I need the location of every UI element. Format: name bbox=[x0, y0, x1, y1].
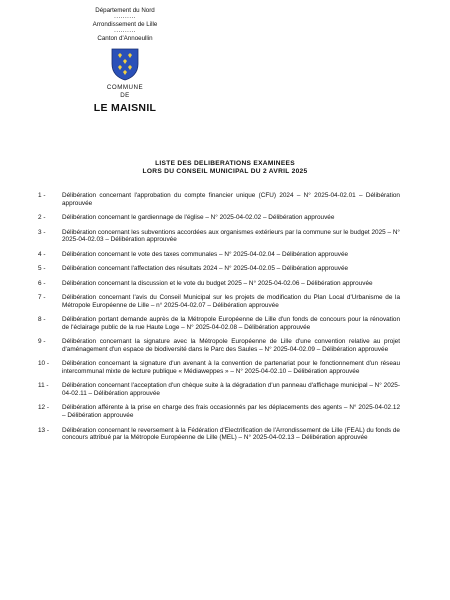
canton-line: Canton d'Annoeullin bbox=[97, 35, 153, 42]
item-text: Délibération concernant la discussion et le vote du budget 2025 – N° 2025-04-02.06 – Délibération approuvée bbox=[62, 279, 373, 287]
list-item bbox=[38, 214, 400, 222]
separator-dots: .......... bbox=[114, 28, 136, 34]
municipal-header bbox=[60, 6, 190, 115]
list-item bbox=[38, 316, 400, 331]
item-text: Délibération concernant l'avis du Conseil Municipal sur les projets de modification du Plan Local d'Urbanisme de la Métropole Européenne de Lille – n° 2025-04-02.07 – Délibération approuvée bbox=[62, 294, 400, 309]
item-text: Délibération concernant les subventions accordées aux organismes extérieurs par la commune sur le budget 2025 – N° 2025-04-02.03 – Délibération approuvée bbox=[62, 228, 400, 244]
item-text: Délibération concernant l'acceptation d'un chèque suite à la dégradation d'un panneau d'affichage municipal – N° 2025-04-02.11 – Délibération approuvée bbox=[62, 382, 400, 397]
arrondissement-line: Arrondissement de Lille bbox=[92, 21, 158, 28]
item-number: 13 - bbox=[38, 426, 50, 434]
title-line-1: LISTE DES DELIBERATIONS EXAMINEES bbox=[155, 160, 295, 167]
item-number: 6 - bbox=[38, 279, 46, 287]
item-text: Délibération concernant l'approbation du compte financier unique (CFU) 2024 – N° 2025-04-02.01 – Délibération approuvée bbox=[62, 192, 400, 207]
item-number: 5 - bbox=[38, 265, 46, 273]
item-text: Délibération concernant le reversement à la Fédération d'Electrification de l'Arrondissement de Lille (FEAL) du fonds de concours attribué par la Métropole Européenne de Lille (MEL) – N° 2025-04-02.13 – Délibération approuvée bbox=[62, 426, 400, 442]
item-number: 12 - bbox=[38, 404, 50, 412]
list-item bbox=[38, 382, 400, 397]
item-number: 3 - bbox=[38, 228, 46, 236]
list-item bbox=[38, 294, 400, 309]
item-number: 9 - bbox=[38, 338, 46, 346]
item-text: Délibération concernant le vote des taxes communales – N° 2025-04-02.04 – Délibération approuvée bbox=[62, 250, 349, 258]
list-item bbox=[38, 360, 400, 375]
list-item bbox=[38, 427, 400, 442]
document-title bbox=[0, 160, 450, 177]
item-text: Délibération concernant l'affectation des résultats 2024 – N° 2025-04-02.05 – Délibération approuvée bbox=[62, 265, 349, 273]
separator-dots: .......... bbox=[114, 14, 136, 20]
deliberations-list bbox=[38, 192, 400, 449]
departement-line: Département du Nord bbox=[95, 7, 155, 14]
item-text: Délibération concernant la signature d'un avenant à la convention de partenariat pour le fonctionnement d'un réseau intercommunal mixte de lecture publique « Médiaweppes » – N° 2025-04-02.10 – Délibération approuvée bbox=[62, 360, 400, 375]
commune-label: COMMUNE bbox=[106, 84, 144, 91]
list-item bbox=[38, 229, 400, 244]
coat-of-arms-icon bbox=[110, 47, 140, 81]
item-number: 1 - bbox=[38, 192, 46, 199]
list-item bbox=[38, 280, 400, 288]
town-name: LE MAISNIL bbox=[93, 102, 157, 114]
list-item bbox=[38, 338, 400, 353]
item-text: Délibération afférente à la prise en charge des frais occasionnés par les déplacements des agents – N° 2025-04-02.12 – Délibération approuvée bbox=[62, 404, 400, 420]
item-number: 8 - bbox=[38, 316, 46, 324]
item-number: 11 - bbox=[38, 382, 49, 390]
item-number: 2 - bbox=[38, 214, 46, 222]
item-text: Délibération concernant le gardiennage de l'église – N° 2025-04-02.02 – Délibération approuvée bbox=[62, 214, 335, 222]
item-number: 7 - bbox=[38, 294, 46, 302]
list-item bbox=[38, 251, 400, 259]
item-text: Délibération concernant la signature avec la Métropole Européenne de Lille d'une convention relative au projet d'aménagement d'un espace de biodiversité dans le Parc des Saules – N° 2025-04-02.09 – Délibération approuvée bbox=[62, 338, 400, 353]
item-text: Délibération portant demande auprès de la Métropole Européenne de Lille d'un fonds de concours pour la rénovation de l'éclairage public de la rue Haute Loge – N° 2025-04-02.08 – Délibération approuvée bbox=[62, 316, 400, 331]
item-number: 10 - bbox=[38, 360, 50, 368]
list-item bbox=[38, 192, 400, 207]
title-line-2: LORS DU CONSEIL MUNICIPAL DU 2 AVRIL 2025 bbox=[142, 168, 308, 176]
de-label: DE bbox=[120, 92, 130, 99]
list-item bbox=[38, 265, 400, 273]
list-item bbox=[38, 404, 400, 419]
item-number: 4 - bbox=[38, 250, 46, 258]
